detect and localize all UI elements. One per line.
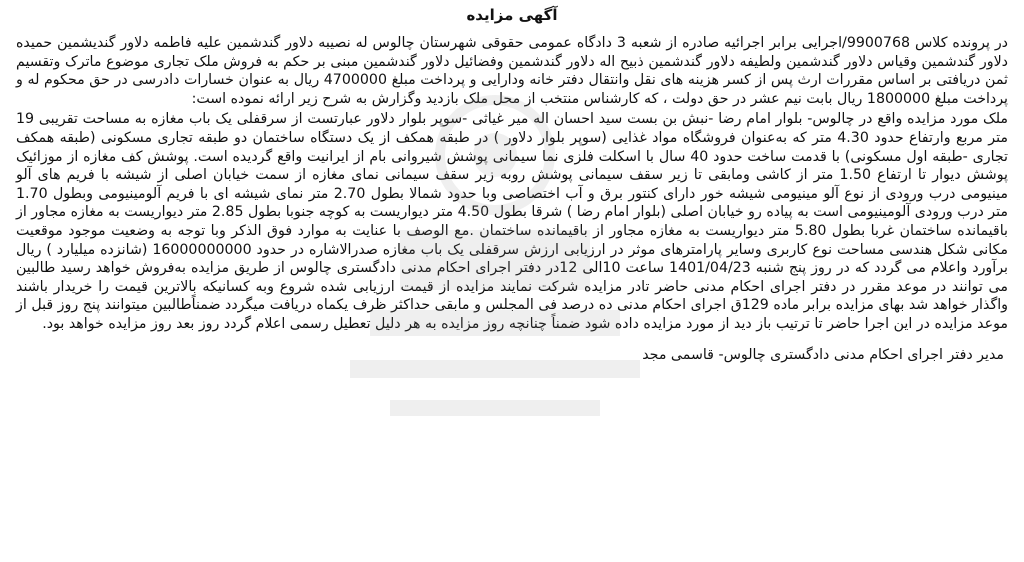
- notice-paragraph-property: ملک مورد مزایده واقع در چالوس- بلوار امام رضا -نبش بن بست سید احسان اله میر غیاثی -سوپر بلوار دلاور عبارتست از سرقفلی یک باب مغازه به مساحت تقریبی 19 متر مربع وارتفاع حدود 4.30 متر که به‌عنوان فروشگاه مواد غذایی (سوپر بلوار دلاور ) در طبقه همکف از یک دستگاه ساختمان دو طبقه تجاری مسکونی (طبقه همکف تجاری -طبقه اول مسکونی) با قدمت ساخت حدود 40 سال با اسکلت فلزی نما سیمانی پوشش شیروانی بام از ایرانیت واقع گردیده است. پوشش کف مغازه از موزائیک پوشش دیوار تا ارتفاع 1.50 متر از کاشی ومابقی تا زیر سقف سیمانی پوشش روبه زیر سقف سیمانی نمای مغازه از سمت خیابان اصلی از شیشه با فریم های آلو مینیومی درب ورودی از نوع آلو مینیومی شیشه خور دارای کنتور برق و آب اختصاصی وبا حدود شمالا بطول 2.70 متر نمای شیشه ای با فریم آلومینیومی وبطول 1.70 متر درب ورودی آلومینیومی است به پیاده رو خیابان اصلی (بلوار امام رضا ) شرقا بطول 4.50 متر دیواریست به کوچه جنوبا بطول 2.85 متر دیواریست به مغازه مجاور از باقیمانده ساختمان غربا بطول 5.80 متر دیواریست به مغازه مجاور از باقیمانده ساختمان .مع الوصف با عنایت به موارد فوق الذکر وبا توجه به وضعیت موجود موقعیت مکانی شکل هندسی مساحت نوع کاربری وسایر پارامترهای موثر در ارزیابی ارزش سرقفلی یک باب مغازه صدرالاشاره در حدود 16000000000 (شانزده میلیارد ) ریال برآورد واعلام می گردد که در روز پنج شنبه 1401/04/23 ساعت 10الی 12در دفتر اجرای احکام مدنی دادگستری چالوس از طریق مزایده به‌فروش خواهد رسید طالبین می توانند در موعد مقرر در دفتر اجرای احکام مدنی حاضر تادر مزایده شرکت نمایند مزایده از قیمت ارزیابی شده شروع وبه کسانیکه بالاترین قیمت را خریدار باشند واگذار خواهد شد بهای مزایده برابر ماده 129ق اجرای احکام مدنی ده درصد فی المجلس و مابقی حداکثر ظرف یکماه دریافت میگردد ضمناًطالبین میتوانند پنج روز قبل از موعد مزایده در این اجرا حاضر تا ترتیب باز دید از مورد مزایده داده شود ضمناً چنانچه روز مزایده به هر دلیل تعطیل رسمی اعلام گردد روز بعد روز مزایده خواهد بود.: [16, 111, 1009, 332]
- notice-title: آگهی مزایده: [466, 6, 558, 24]
- notice-paragraph-intro: در پرونده کلاس 9900768/اجرایی برابر اجرائیه صادره از شعبه 3 دادگاه عمومی حقوقی شهرستان چالوس له نصیبه دلاور گندشمین علیه فاطمه دلاور گندیشمین حمیده دلاور گندشمین وقیاس دلاور گندشمین ولطیفه دلاور گندشمین ذبیح اله دلاور گندشمین وفضائیل دلاور گندشمین مبنی بر حکم به فروش ملک تجاری موضوع ماترک وتقسیم ثمن دریافتی بر اساس مقررات ارث پس از کسر هزینه های نقل وانتقال دفتر خانه ودارایی و پرداخت مبلغ 4700000 ریال به عنوان خسارات دادرسی در حق محکوم له و پرداخت مبلغ 1800000 ریال بابت نیم عشر در حق دولت ، که کارشناس منتخب از محل ملک بازدید وگزارش به شرح زیر ارائه نموده است:: [16, 35, 1009, 107]
- notice-signature: مدیر دفتر اجرای احکام مدنی دادگستری چالوس- قاسمی مجد: [642, 346, 1004, 363]
